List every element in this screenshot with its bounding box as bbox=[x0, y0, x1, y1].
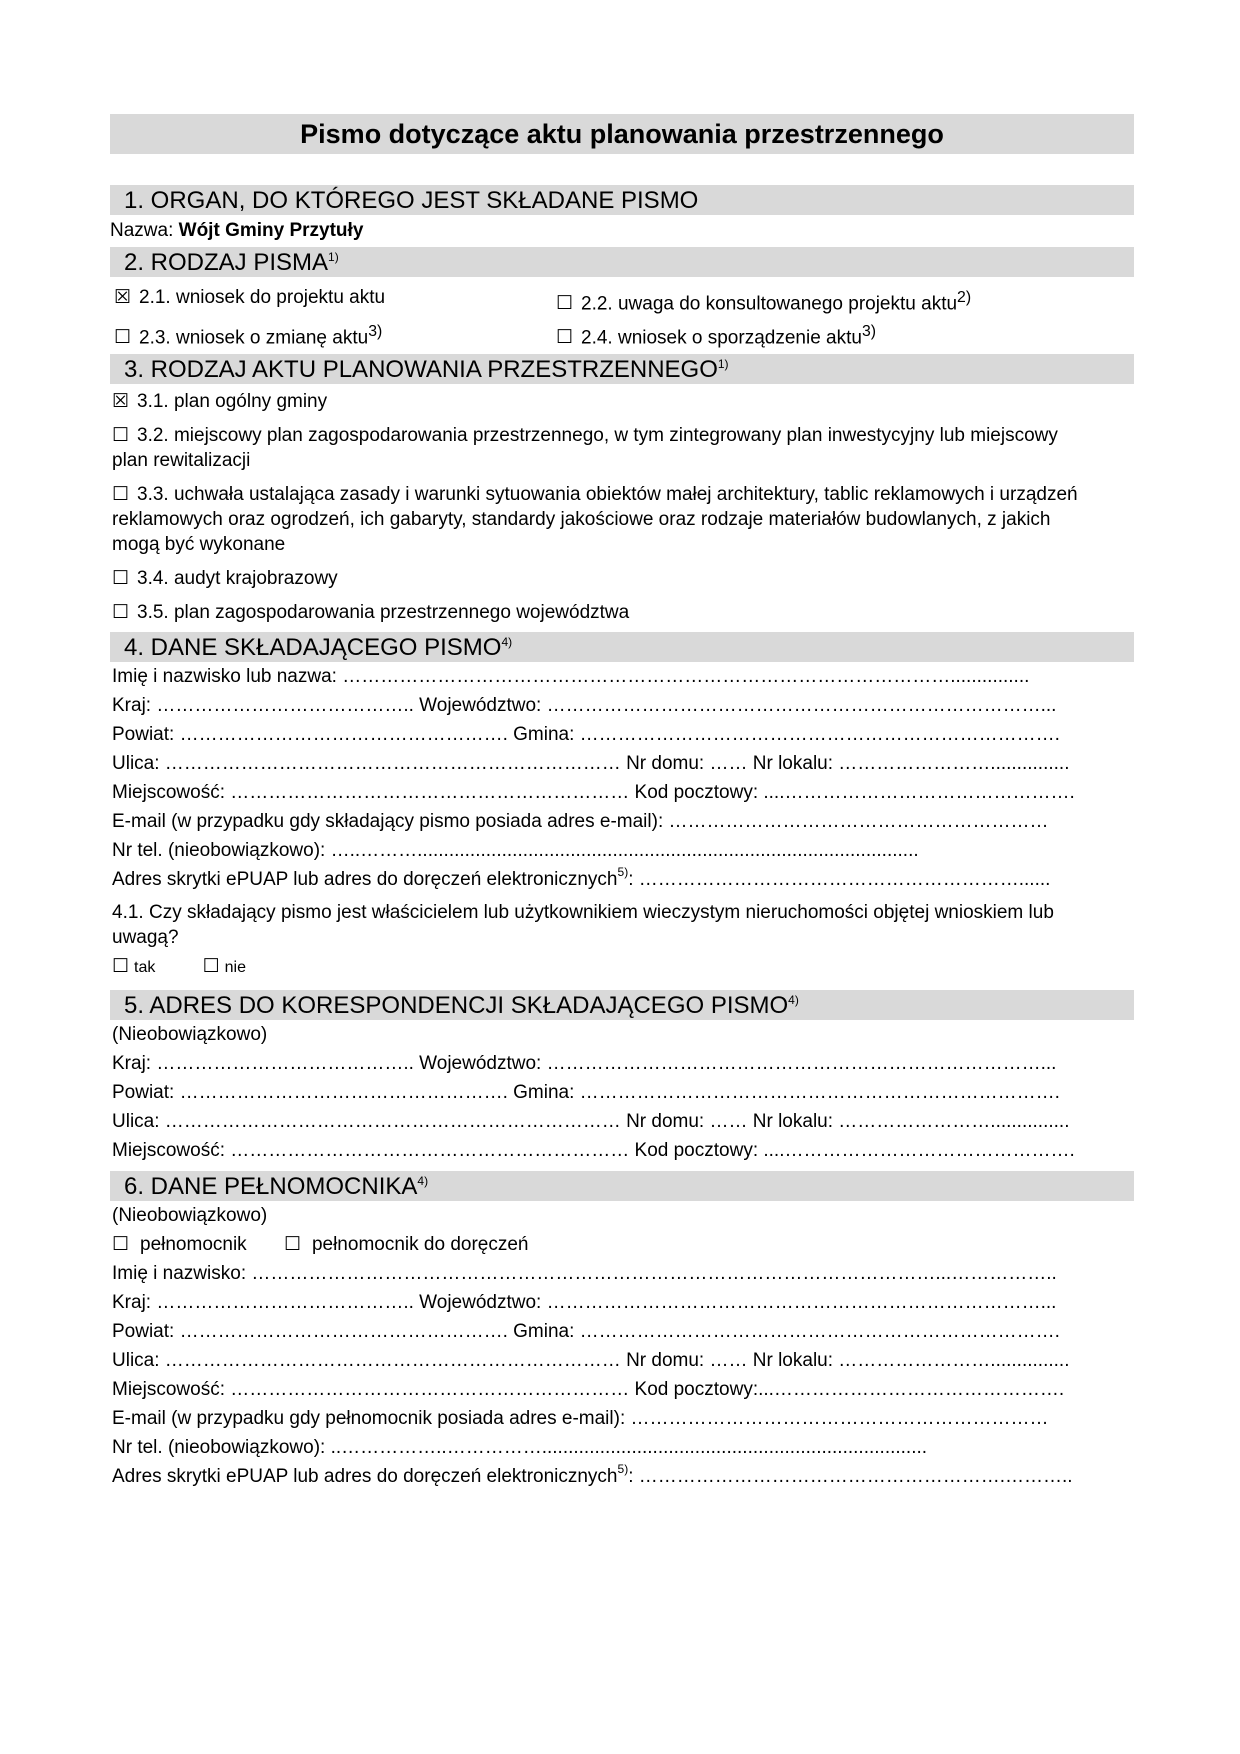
proxy-county-field[interactable]: Powiat: ……………………………………………. Gmina: …………………………………………………………………. bbox=[112, 1321, 1060, 1342]
checkbox-icon[interactable]: ☐ bbox=[112, 425, 130, 446]
organ-name-label: Nazwa: bbox=[110, 220, 179, 241]
checkbox-icon[interactable]: ☐ bbox=[112, 568, 130, 589]
correspondence-street-field[interactable]: Ulica: ……………………………………………………………… Nr domu: …… Nr lokalu: ……………………............... bbox=[112, 1111, 1070, 1132]
checkbox-checked-icon[interactable]: ☒ bbox=[112, 391, 130, 412]
checkbox-icon[interactable]: ☐ bbox=[202, 956, 220, 977]
checkbox-icon[interactable]: ☐ bbox=[556, 327, 574, 349]
option-3-4[interactable]: ☐ 3.4. audyt krajobrazowy bbox=[112, 568, 338, 589]
proxy-email-field[interactable]: E-mail (w przypadku gdy pełnomocnik posiada adres e-mail): ………………………………………………………… bbox=[112, 1408, 1049, 1429]
organ-name-row bbox=[110, 215, 1134, 245]
proxy-note: (Nieobowiązkowo) bbox=[112, 1205, 268, 1226]
checkbox-checked-icon[interactable]: ☒ bbox=[114, 287, 132, 308]
section-2-heading: 2. RODZAJ PISMA$^{1)}$ bbox=[110, 247, 1134, 277]
option-3-1[interactable]: ☒ 3.1. plan ogólny gminy bbox=[112, 391, 328, 412]
applicant-city-field[interactable]: Miejscowość: ……………………………………………………… Kod pocztowy: ....………………………………………. bbox=[112, 782, 1075, 803]
proxy-phone-field[interactable]: Nr tel. (nieobowiązkowo): ..……………..……………......................................................................... bbox=[112, 1437, 928, 1458]
proxy-city-field[interactable]: Miejscowość: ……………………………………………………… Kod pocztowy:...………………………………………. bbox=[112, 1379, 1065, 1400]
correspondence-county-field[interactable]: Powiat: ……………………………………………. Gmina: …………………………………………………………………. bbox=[112, 1082, 1060, 1103]
answer-no[interactable]: ☐ nie bbox=[203, 956, 246, 977]
organ-name-value: Wójt Gminy Przytuły bbox=[178, 220, 364, 241]
act-type-options bbox=[110, 389, 1134, 625]
option-3-2[interactable]: ☐ 3.2. miejscowy plan zagospodarowania przestrzennego, w tym zintegrowany plan inwestycyjny lub miejscowy plan rewitalizacji bbox=[112, 425, 1058, 471]
proxy-data bbox=[110, 1201, 1134, 1491]
correspondence-note: (Nieobowiązkowo) bbox=[112, 1024, 268, 1045]
correspondence-city-field[interactable]: Miejscowość: ……………………………………………………… Kod pocztowy: ....………………………………………. bbox=[112, 1140, 1075, 1161]
proxy-country-field[interactable]: Kraj: ………………………………….. Województwo: ……………………………………………………………………... bbox=[112, 1292, 1057, 1313]
checkbox-icon[interactable]: ☐ bbox=[114, 327, 132, 349]
option-2-4[interactable]: ☐ 2.4. wniosek o sporządzenie aktu$^{3)}$ bbox=[556, 315, 876, 349]
checkbox-icon[interactable]: ☐ bbox=[112, 956, 130, 977]
answer-yes[interactable]: ☐ tak bbox=[112, 956, 155, 977]
applicant-county-field[interactable]: Powiat: ……………………………………………. Gmina: …………………………………………………………………. bbox=[112, 724, 1060, 745]
checkbox-icon[interactable]: ☐ bbox=[112, 1234, 130, 1255]
applicant-phone-field[interactable]: Nr tel. (nieobowiązkowo): …..………............................................................................................... bbox=[112, 840, 919, 861]
section-4-heading: 4. DANE SKŁADAJĄCEGO PISMO$^{4)}$ bbox=[110, 632, 1134, 662]
checkbox-icon[interactable]: ☐ bbox=[283, 1234, 301, 1255]
applicant-country-field[interactable]: Kraj: ………………………………….. Województwo: ……………………………………………………………………... bbox=[112, 695, 1057, 716]
applicant-data bbox=[110, 662, 1134, 982]
applicant-epuap-field[interactable]: Adres skrytki ePUAP lub adres do doręczeń elektronicznych$^{5)}$: ……………………………………………………...... bbox=[112, 865, 1051, 890]
option-3-5[interactable]: ☐ 3.5. plan zagospodarowania przestrzennego województwa bbox=[112, 602, 630, 623]
letter-type-options bbox=[110, 281, 1134, 349]
correspondence-address bbox=[110, 1020, 1134, 1165]
applicant-street-field[interactable]: Ulica: ……………………………………………………………… Nr domu: …… Nr lokalu: ……………………............... bbox=[112, 753, 1070, 774]
document-title: Pismo dotyczące aktu planowania przestrzennego bbox=[110, 114, 1134, 154]
checkbox-icon[interactable]: ☐ bbox=[112, 484, 130, 505]
section-6-heading: 6. DANE PEŁNOMOCNIKA$^{4)}$ bbox=[110, 1171, 1134, 1201]
option-3-3[interactable]: ☐ 3.3. uchwała ustalająca zasady i warunki sytuowania obiektów małej architektury, tablic reklamowych i urządzeń reklamowych oraz ogrodzeń, ich gabaryty, standardy jakościowe oraz rodzaje materiałów budowlanych, z jakich mogą być wykonane bbox=[112, 484, 1078, 555]
section-5-heading: 5. ADRES DO KORESPONDENCJI SKŁADAJĄCEGO PISMO$^{4)}$ bbox=[110, 990, 1134, 1020]
section-1-heading: 1. ORGAN, DO KTÓREGO JEST SKŁADANE PISMO bbox=[110, 185, 1134, 215]
applicant-name-field[interactable]: Imię i nazwisko lub nazwa: ……………………………………………………………………………………............... bbox=[112, 666, 1030, 687]
proxy-type-row bbox=[112, 1230, 1134, 1259]
proxy-epuap-field[interactable]: Adres skrytki ePUAP lub adres do doręczeń elektronicznych$^{5)}$: ………………………………………………….……….. bbox=[112, 1462, 1073, 1487]
proxy-name-field[interactable]: Imię i nazwisko: ………………………………………………………………………………………………...…………….. bbox=[112, 1263, 1057, 1284]
ownership-question: 4.1. Czy składający pismo jest właścicielem lub użytkownikiem wieczystym nieruchomości objętej wnioskiem lub uwagą? bbox=[112, 902, 1054, 948]
proxy-delivery-option[interactable]: ☐ pełnomocnik do doręczeń bbox=[284, 1234, 529, 1255]
section-3-heading: 3. RODZAJ AKTU PLANOWANIA PRZESTRZENNEGO$^{1)}$ bbox=[110, 354, 1134, 384]
applicant-email-field[interactable]: E-mail (w przypadku gdy składający pismo posiada adres e-mail): …………………………………………………… bbox=[112, 811, 1049, 832]
checkbox-icon[interactable]: ☐ bbox=[556, 293, 574, 315]
correspondence-country-field[interactable]: Kraj: ………………………………….. Województwo: ……………………………………………………………………... bbox=[112, 1053, 1057, 1074]
option-2-2[interactable]: ☐ 2.2. uwaga do konsultowanego projektu aktu$^{2)}$ bbox=[556, 281, 971, 315]
checkbox-icon[interactable]: ☐ bbox=[112, 602, 130, 623]
option-2-3[interactable]: ☐ 2.3. wniosek o zmianę aktu$^{3)}$ bbox=[114, 315, 382, 349]
proxy-street-field[interactable]: Ulica: ……………………………………………………………… Nr domu: …… Nr lokalu: ……………………............... bbox=[112, 1350, 1070, 1371]
ownership-answer-row bbox=[112, 950, 1134, 982]
document-page bbox=[110, 114, 1134, 1491]
proxy-option[interactable]: ☐ pełnomocnik bbox=[112, 1234, 247, 1255]
option-2-1[interactable]: ☒ 2.1. wniosek do projektu aktu bbox=[114, 281, 385, 315]
